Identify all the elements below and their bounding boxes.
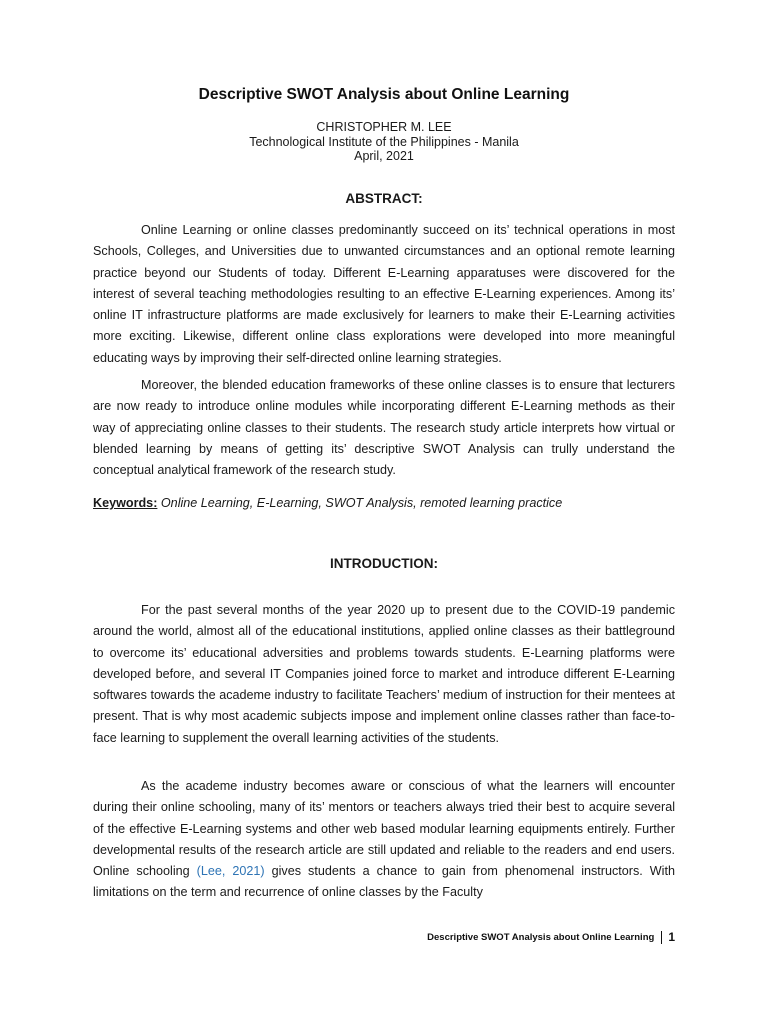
abstract-paragraph-2: Moreover, the blended education frameworks of these online classes is to ensure that lecturers are now ready to introduce online modules while incorporating different E-Learning methods as their way of appreciating online classes to their students. The research study article interprets how virtual or blended learning by means of getting its’ descriptive SWOT Analysis can trully understand the conceptual analytical framework of the research study. <box>93 378 675 478</box>
page-footer <box>427 930 675 944</box>
citation-link[interactable]: (Lee, 2021) <box>196 864 265 879</box>
author-name: CHRISTOPHER M. LEE <box>316 120 452 134</box>
keywords-label: Keywords: <box>93 496 158 510</box>
abstract-paragraph-1: Online Learning or online classes predominantly succeed on its’ technical operations in most Schools, Colleges, and Universities due to unwanted circumstances and an optional remote learning practice beyond our Students of today. Different E-Learning apparatuses were discovered for the interest of several teaching methodologies resulting to an effective E-Learning experiences. Among its’ online IT infrastructure platforms are made exclusively for learners to make their E-Learning activities more exciting. Likewise, different online class explorations were developed into more meaningful educating ways by improving their self-directed online learning strategies. <box>93 223 675 365</box>
footer-running-title: Descriptive SWOT Analysis about Online Learning <box>427 931 655 943</box>
footer-divider <box>661 931 662 944</box>
introduction-paragraph-2-start: As the academe industry becomes aware or conscious of what the learners will encounter during their online schooling, many of its’ mentors or teachers always tried their best to acquire several of the effective E-Learning systems and other web based modular learning equipments entirely. Further developmental results of the research article are still updated and reliable to the readers and end users. Online schooling <box>93 779 675 879</box>
introduction-paragraph-2-end: gives students a chance to gain from phenomenal instructors. With limitations on the term and recurrence of online classes by the Faculty <box>93 864 675 900</box>
footer-page-number: 1 <box>668 930 675 944</box>
introduction-paragraph-2 <box>93 776 675 904</box>
author-block <box>93 120 675 164</box>
publication-date: April, 2021 <box>354 149 414 163</box>
introduction-heading: INTRODUCTION: <box>330 556 438 571</box>
paper-title: Descriptive SWOT Analysis about Online Learning <box>198 86 570 103</box>
keywords-line <box>93 493 675 514</box>
author-affiliation: Technological Institute of the Philippines - Manila <box>249 134 519 149</box>
keywords-text: Online Learning, E-Learning, SWOT Analysis, remoted learning practice <box>160 496 563 510</box>
abstract-heading: ABSTRACT: <box>345 191 423 206</box>
introduction-paragraph-1: For the past several months of the year 2020 up to present due to the COVID-19 pandemic around the world, almost all of the educational institutions, applied online classes as their battleground to overcome its’ educational adversities and problems towards students. E-Learning platforms were developed before, and several IT Companies joined force to market and introduce different E-Learning softwares towards the academe industry to facilitate Teachers’ medium of instruction for their mentees at present. That is why most academic subjects impose and implement online classes rather than face-to-face learning to supplement the overall learning activities of the students. <box>93 603 675 745</box>
